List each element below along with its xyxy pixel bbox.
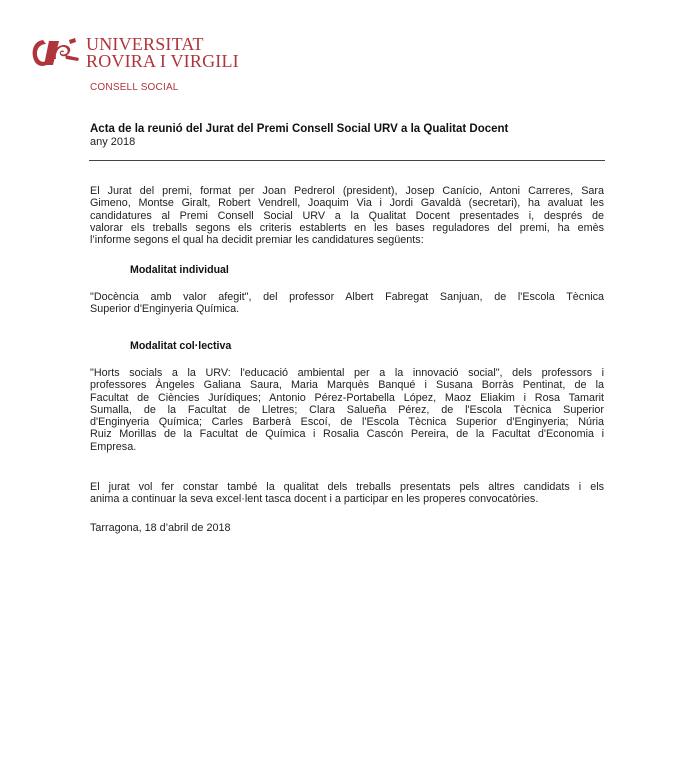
closing-line: El jurat vol fer constar també la qualitat dels treballs presentats pels altres candidats i els (90, 481, 604, 493)
intro-line: candidatures al Premi Consell Social URV a la Qualitat Docent presentades i, després de (90, 209, 604, 222)
document-title: Acta de la reunió del Jurat del Premi Consell Social URV a la Qualitat Docent (90, 123, 509, 135)
award-line: "Horts socials a la URV: l'educació ambiental per a la innovació social", dels professors i (90, 367, 604, 379)
award-line: "Docència amb valor afegit", del professor Albert Fabregat Sanjuan, de l'Escola Tècnica (90, 291, 604, 303)
title-divider (89, 160, 605, 161)
document-year: any 2018 (90, 136, 136, 148)
award-line: Sumalla, de la Facultat de Lletres; Clara Salueña Pérez, de l'Escola Tècnica Superior (90, 403, 604, 416)
section-heading-collective: Modalitat col·lectiva (130, 340, 232, 352)
urv-emblem-icon (29, 35, 81, 71)
council-subheading: CONSELL SOCIAL (90, 82, 179, 93)
university-name-line1: UNIVERSITAT (86, 34, 204, 54)
closing-line: anima a continuar la seva excel·lent tasca docent i a participar en les properes convocatòries. (90, 493, 539, 506)
award-line: Facultat de Ciències Jurídiques; Antonio Pérez-Portabella López, Maoz Eliakim i Rosa Tamarit (90, 391, 604, 404)
university-name-line2: ROVIRA I VIRGILI (86, 51, 239, 71)
university-logo (29, 34, 239, 75)
intro-paragraph (90, 185, 604, 246)
award-line: professores Àngeles Galiana Saura, Maria Marquès Banqué i Susana Borràs Pentinat, de la (90, 379, 604, 392)
section-heading-individual: Modalitat individual (130, 264, 229, 276)
collective-award-paragraph (90, 367, 604, 453)
closing-paragraph (90, 481, 604, 506)
university-name (86, 36, 239, 70)
intro-line: El Jurat del premi, format per Joan Pedrerol (president), Josep Canício, Antoni Carreres, Sara (90, 185, 604, 197)
intro-line: l’informe segons el qual ha decidit premiar les candidatures següents: (90, 234, 424, 247)
document-date: Tarragona, 18 d’abril de 2018 (90, 522, 231, 534)
individual-award-paragraph (90, 291, 604, 316)
intro-line: valorar els treballs segons els criteris establerts en les bases reguladores del premi, ha emès (90, 221, 604, 234)
intro-line: Gimeno, Montse Giralt, Robert Vendrell, Joaquim Via i Jordi Gavaldà (secretari), ha avaluat les (90, 197, 604, 210)
award-line: Superior d'Enginyeria Química. (90, 303, 240, 316)
award-line: Empresa. (90, 440, 137, 453)
award-line: Ruiz Morillas de la Facultat de Química i Rosalia Cascón Pereira, de la Facultat d'Economia i (90, 428, 604, 441)
award-line: d'Enginyeria Química; Carles Barberà Escoí, de l'Escola Tècnica Superior d'Enginyeria; Núria (90, 416, 604, 429)
